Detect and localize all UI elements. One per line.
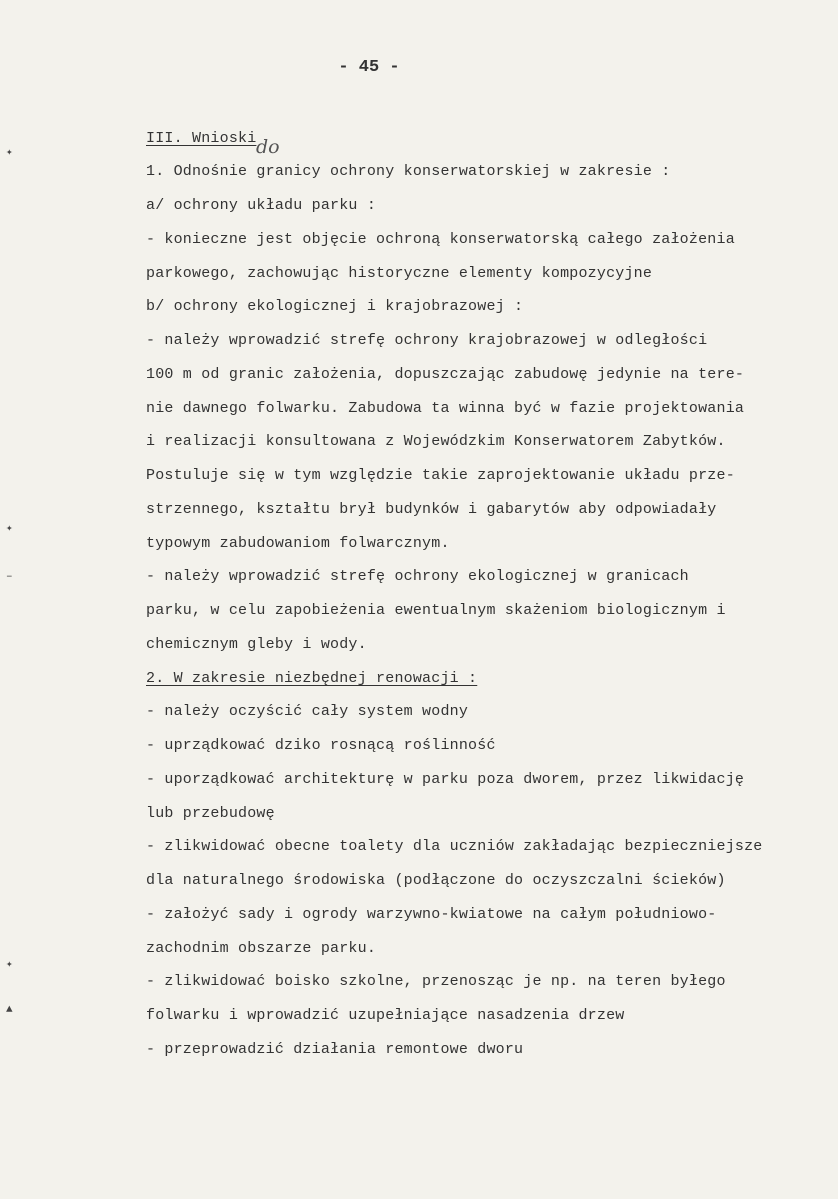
text-line: - założyć sady i ogrody warzywno-kwiatowe na całym południowo- <box>146 906 717 923</box>
margin-mark-3: – <box>6 571 13 583</box>
text-line: dla naturalnego środowiska (podłączone do oczyszczalni ścieków) <box>146 872 726 889</box>
text-line: - zlikwidować boisko szkolne, przenosząc je np. na teren byłego <box>146 973 726 990</box>
text-line: - należy wprowadzić strefę ochrony krajobrazowej w odległości <box>146 332 708 349</box>
text-line: folwarku i wprowadzić uzupełniające nasadzenia drzew <box>146 1007 625 1024</box>
text-line: Postuluje się w tym względzie takie zaprojektowanie układu prze- <box>146 467 735 484</box>
subsection-heading-1: 1. Odnośnie granicy ochrony konserwatorskiej w zakresie : <box>146 163 671 180</box>
section-heading: III. Wnioski <box>146 130 257 147</box>
text-line: strzennego, kształtu brył budynków i gabarytów aby odpowiadały <box>146 501 717 518</box>
text-line: - zlikwidować obecne toalety dla uczniów zakładając bezpieczniejsze <box>146 838 763 855</box>
margin-mark-2: ✦ <box>6 523 13 535</box>
text-line: lub przebudowę <box>146 805 275 822</box>
text-line: chemicznym gleby i wody. <box>146 636 367 653</box>
text-line: - należy oczyścić cały system wodny <box>146 703 469 720</box>
text-line: - uprządkować dziko rosnącą roślinność <box>146 737 496 754</box>
text-line: parkowego, zachowując historyczne elementy kompozycyjne <box>146 265 653 282</box>
text-line: a/ ochrony układu parku : <box>146 197 377 214</box>
text-line: - uporządkować architekturę w parku poza dworem, przez likwidację <box>146 771 745 788</box>
text-line: b/ ochrony ekologicznej i krajobrazowej : <box>146 298 524 315</box>
handwritten-annotation: do <box>256 136 280 158</box>
text-line: typowym zabudowaniom folwarcznym. <box>146 535 450 552</box>
text-line: parku, w celu zapobieżenia ewentualnym skażeniom biologicznym i <box>146 602 726 619</box>
text-line: zachodnim obszarze parku. <box>146 940 377 957</box>
text-line: i realizacji konsultowana z Wojewódzkim Konserwatorem Zabytków. <box>146 433 726 450</box>
text-line: - przeprowadzić działania remontowe dworu <box>146 1041 524 1058</box>
text-line: - konieczne jest objęcie ochroną konserwatorską całego założenia <box>146 231 735 248</box>
margin-mark-4: ✦ <box>6 959 13 971</box>
page-number: - 45 - <box>338 58 400 77</box>
text-line: 100 m od granic założenia, dopuszczając zabudowę jedynie na tere- <box>146 366 745 383</box>
subsection-heading-2: 2. W zakresie niezbędnej renowacji : <box>146 670 478 687</box>
text-line: - należy wprowadzić strefę ochrony ekologicznej w granicach <box>146 568 689 585</box>
margin-mark-1: ✦ <box>6 147 13 159</box>
text-line: nie dawnego folwarku. Zabudowa ta winna być w fazie projektowania <box>146 400 745 417</box>
margin-mark-5: ▲ <box>6 1004 13 1016</box>
